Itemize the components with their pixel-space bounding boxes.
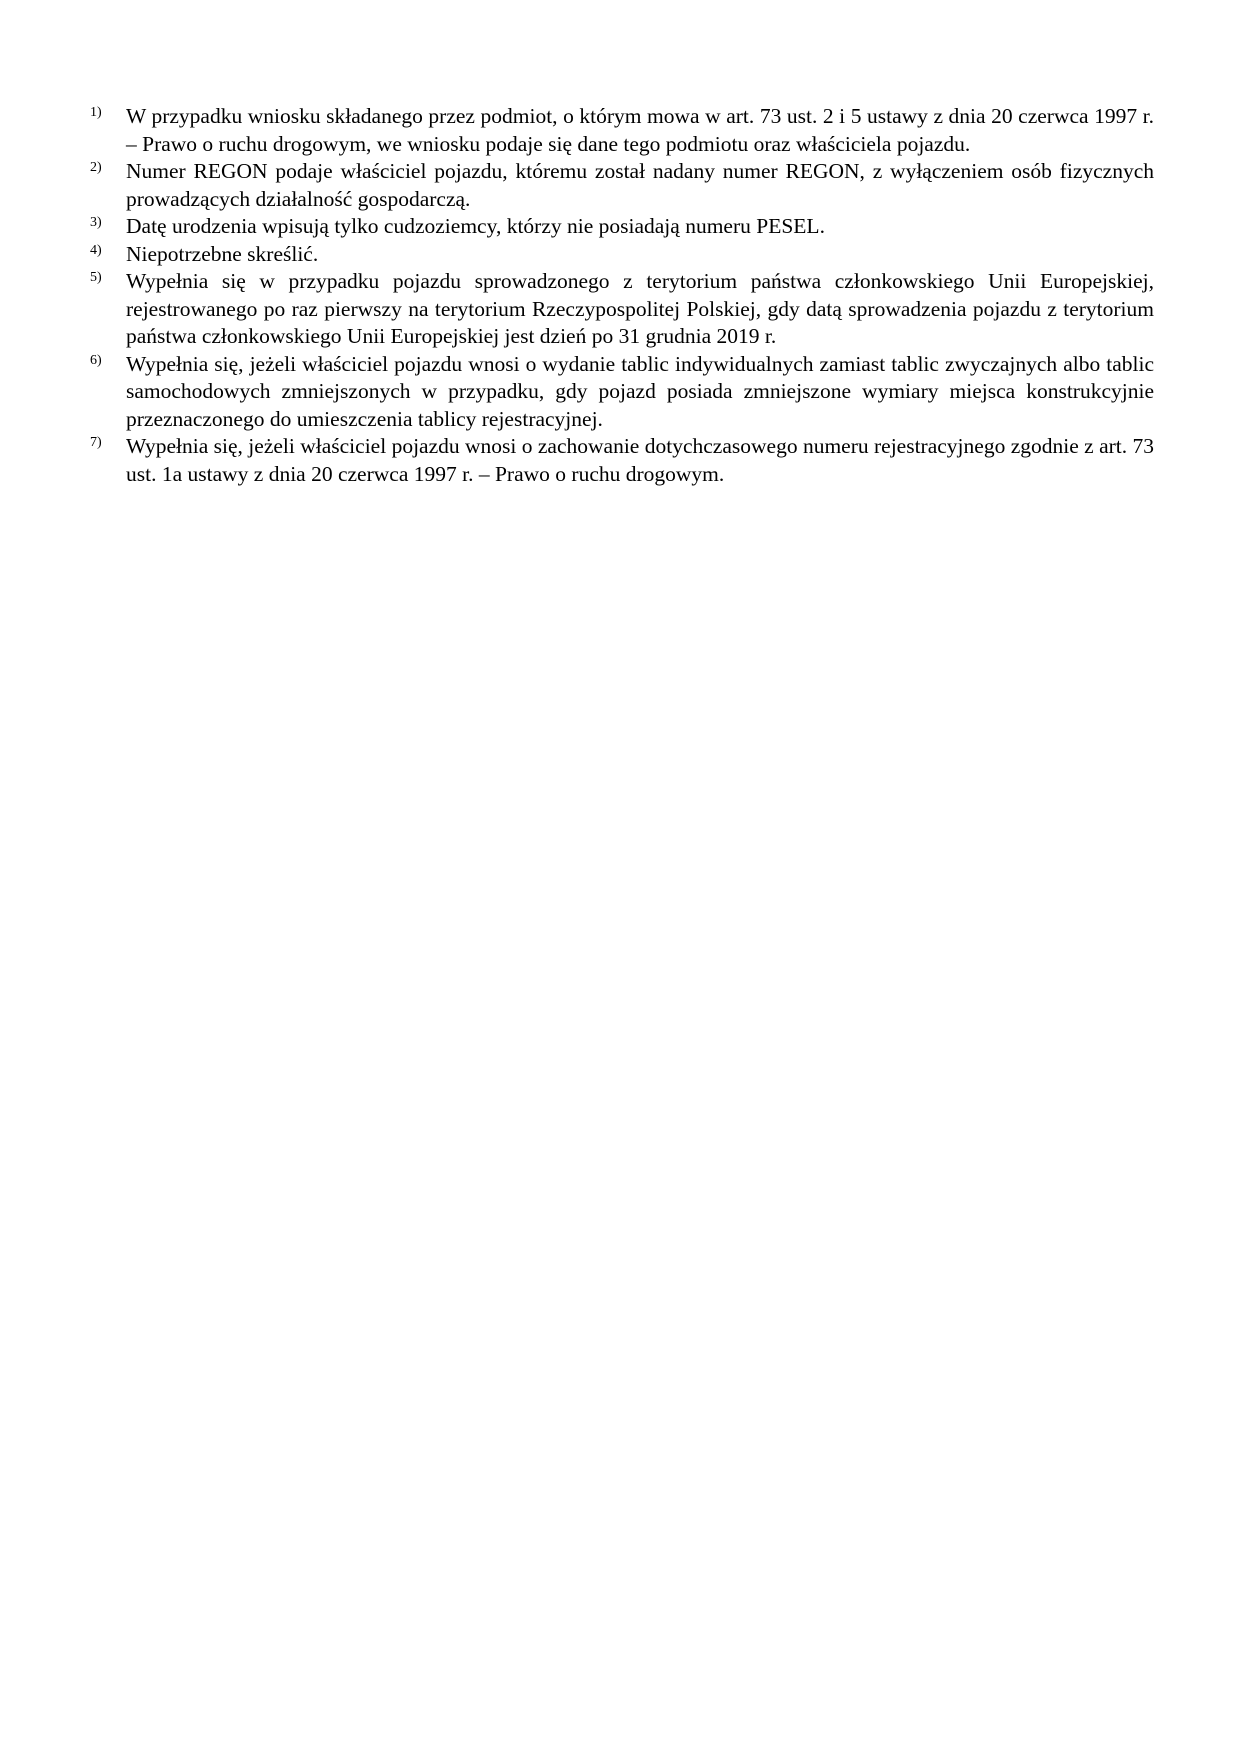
footnote-text: Numer REGON podaje właściciel pojazdu, któremu został nadany numer REGON, z wyłączeniem osób fizycznych prowadzących działalność gospodarczą. <box>126 159 1154 211</box>
footnote-item <box>90 158 1154 213</box>
footnote-marker: 6) <box>90 352 102 368</box>
footnote-item <box>90 241 1154 269</box>
footnote-marker: 5) <box>90 270 102 285</box>
footnote-marker: 2) <box>90 160 102 175</box>
footnote-item <box>90 103 1154 158</box>
footnote-marker: 3) <box>90 215 102 230</box>
footnote-text: Datę urodzenia wpisują tylko cudzoziemcy, którzy nie posiadają numeru PESEL. <box>126 214 825 238</box>
footnotes-list <box>90 103 1154 488</box>
footnote-item <box>90 351 1154 434</box>
footnote-marker: 7) <box>90 435 102 450</box>
footnote-marker: 4) <box>90 242 102 258</box>
footnote-item <box>90 213 1154 241</box>
footnote-item <box>90 268 1154 351</box>
footnote-item <box>90 433 1154 488</box>
footnote-text: Wypełnia się w przypadku pojazdu sprowadzonego z terytorium państwa członkowskiego Unii Europejskiej, rejestrowanego po raz pierwszy na terytorium Rzeczypospolitej Polskiej, gdy datą sprowadzenia pojazdu z terytorium państwa członkowskiego Unii Europejskiej jest dzień po 31 grudnia 2019 r. <box>126 269 1154 348</box>
footnote-text: Wypełnia się, jeżeli właściciel pojazdu wnosi o zachowanie dotychczasowego numeru rejestracyjnego zgodnie z art. 73 ust. 1a ustawy z dnia 20 czerwca 1997 r. – Prawo o ruchu drogowym. <box>126 434 1154 486</box>
footnote-marker: 1) <box>90 105 102 120</box>
footnote-text: Wypełnia się, jeżeli właściciel pojazdu wnosi o wydanie tablic indywidualnych zamiast tablic zwyczajnych albo tablic samochodowych zmniejszonych w przypadku, gdy pojazd posiada zmniejszone wymiary miejsca konstrukcyjnie przeznaczonego do umieszczenia tablicy rejestracyjnej. <box>126 351 1154 431</box>
footnote-text: W przypadku wniosku składanego przez podmiot, o którym mowa w art. 73 ust. 2 i 5 ustawy z dnia 20 czerwca 1997 r. – Prawo o ruchu drogowym, we wniosku podaje się dane tego podmiotu oraz właściciela pojazdu. <box>126 104 1154 156</box>
footnote-text: Niepotrzebne skreślić. <box>126 241 319 266</box>
